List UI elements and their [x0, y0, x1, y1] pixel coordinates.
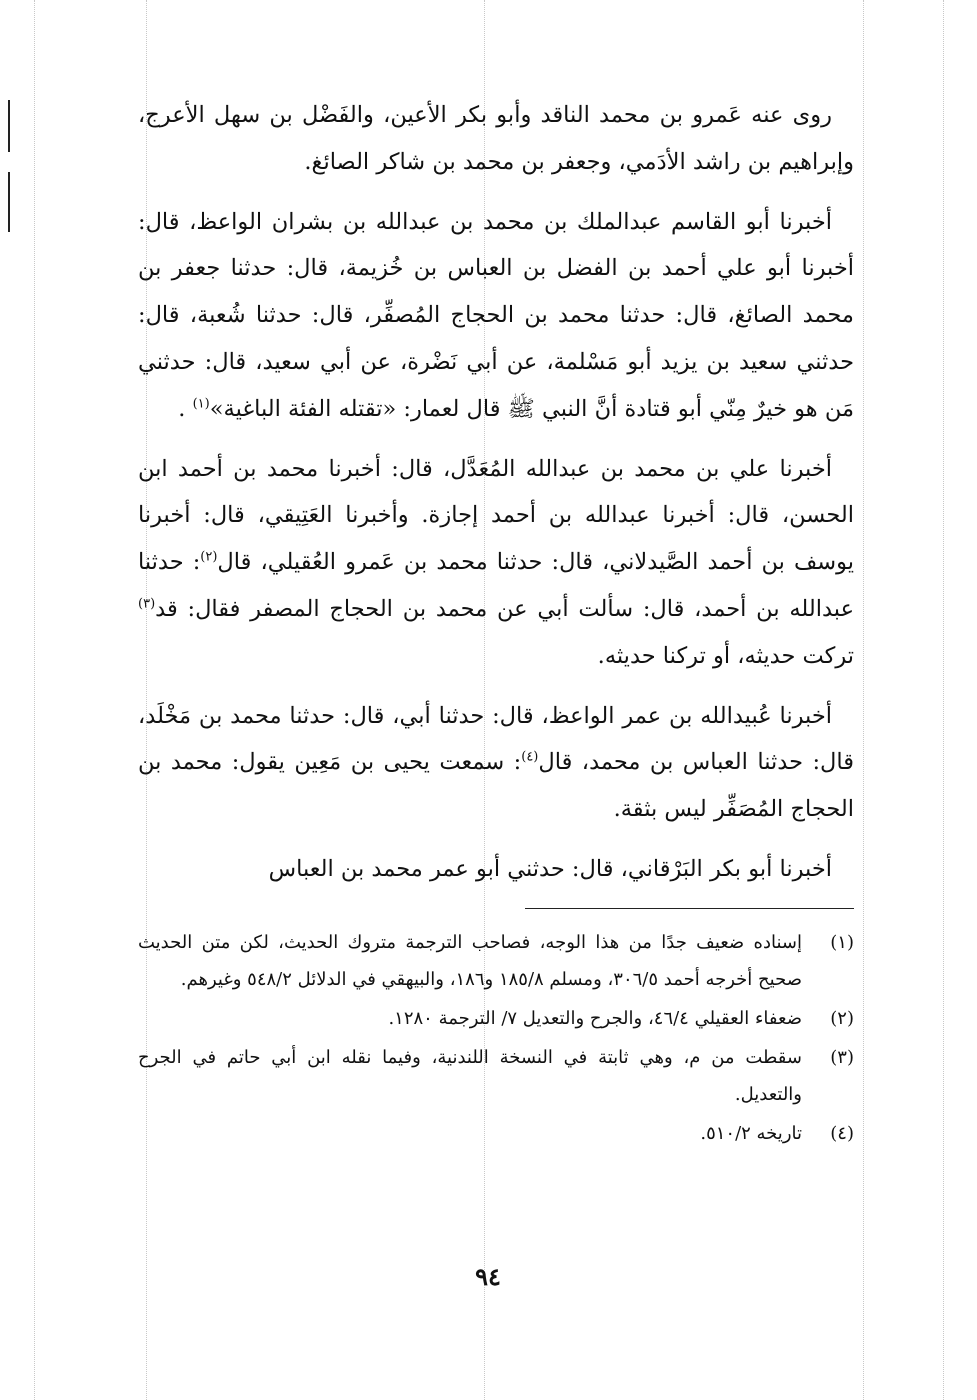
main-text — [138, 92, 854, 906]
page-number: ٩٤ — [475, 1262, 501, 1291]
footnote-3-text: سقطت من م، وهي ثابتة في النسخة اللندنية، وفيما نقله ابن أبي حاتم في الجرح والتعديل. — [138, 1047, 802, 1105]
footnote-1-number: (١) — [830, 932, 854, 953]
footnote-2-number: (٢) — [830, 1008, 854, 1029]
paragraph-5: أخبرنا أبو بكر البَرْقاني، قال: حدثني أبو عمر محمد بن العباس — [268, 855, 832, 882]
paragraph-1: روى عنه عَمرو بن محمد الناقد وأبو بكر الأعين، والفَضْل بن سهل الأعرج، وإبراهيم بن راشد الأدَمي، وجعفر بن محمد بن شاكر الصائغ. — [138, 102, 854, 175]
paragraph-4-part-2: : سمعت يحيى بن مَعِين يقول: محمد بن الحجاج المُصَفِّر ليس بثقة. — [138, 749, 854, 823]
paragraph-4 — [138, 693, 854, 833]
footnote-1-text: إسناده ضعيف جدًا من هذا الوجه، فصاحب الترجمة متروك الحديث، لكن متن الحديث صحيح أخرجه أحمد ٣٠٦/٥، ومسلم ١٨٥/٨ و١٨٦، والبيهقي في الدلائل ٥٤٨/٢ وغيرهم. — [138, 932, 802, 990]
paragraph-3 — [138, 446, 854, 680]
paragraph-4-part-1: أخبرنا عُبيدالله بن عمر الواعظ، قال: حدثنا أبي، قال: حدثنا محمد بن مَخْلَد، قال: حدثنا العباس بن محمد، قال — [138, 702, 854, 776]
scan-dotted-line-left-1 — [34, 0, 35, 1400]
footnote-3 — [138, 1039, 854, 1113]
scan-dotted-line-right-1 — [863, 0, 864, 1400]
footnote-2 — [138, 1000, 854, 1037]
footnotes — [138, 924, 854, 1154]
footnote-4 — [138, 1115, 854, 1152]
footnote-ref-3: (٣) — [138, 596, 156, 612]
footnote-3-number: (٣) — [830, 1047, 854, 1068]
footnote-ref-1: (١) — [192, 396, 210, 412]
footnote-ref-2: (٢) — [200, 549, 218, 565]
paragraph-2: أخبرنا أبو القاسم عبدالملك بن محمد بن عبدالله بن بشران الواعظ، قال: أخبرنا أبو علي أحمد بن الفضل بن العباس بن خُزيمة، قال: حدثنا جعفر بن محمد الصائغ، قال: حدثنا محمد بن الحجاج المُصفِّر، قال: حدثنا شُعبة، قال: حدثني سعيد بن يزيد أبو مَسْلمة، عن أبي نَضْرة، عن أبي سعيد، قال: حدثني مَن هو خيرٌ مِنّي أبو قتادة أنَّ النبي ﷺ قال لعمار: «تقتله الفئة الباغية»$^{(١)}$ . — [138, 208, 854, 422]
footnote-4-number: (٤) — [830, 1123, 854, 1144]
footnote-2-text: ضعفاء العقيلي ٤٦/٤، والجرح والتعديل ٧/ الترجمة ١٢٨٠. — [388, 1008, 802, 1029]
paragraph-3-part-1: أخبرنا علي بن محمد بن عبدالله المُعَدَّل، قال: أخبرنا محمد بن أحمد ابن الحسن، قال: أخبرنا عبدالله بن أحمد إجازة. وأخبرنا العَتِيقي، قال: أخبرنا يوسف بن أحمد الصَّيدلاني، قال: حدثنا محمد بن عَمرو العُقيلي، قال — [138, 455, 855, 576]
scan-dotted-line-right-2 — [943, 0, 944, 1400]
footnote-separator — [525, 908, 854, 909]
footnote-4-text: تاريخه ٥١٠/٢. — [700, 1123, 802, 1144]
paragraph-3-part-2: : حدثنا عبدالله بن أحمد، قال: سألت أبي عن محمد بن الحجاج المصفر فقال: قد — [138, 549, 854, 622]
paragraph-3-part-3: تركت حديثه، أو تركنا حديثه. — [597, 642, 854, 669]
paragraph-2-text: أخبرنا أبو القاسم عبدالملك بن محمد بن عبدالله بن بشران الواعظ، قال: أخبرنا أبو علي أحمد بن الفضل بن العباس بن خُزيمة، قال: حدثنا جعفر بن محمد الصائغ، قال: حدثنا محمد بن الحجاج المُصفِّر، قال: حدثنا شُعبة، قال: حدثني سعيد بن يزيد أبو مَسْلمة، عن أبي نَضْرة، عن أبي سعيد، قال: حدثني مَن هو خيرٌ مِنّي أبو قتادة أنَّ النبي ﷺ قال لعمار: «تقتله الفئة الباغية» — [138, 208, 854, 422]
footnote-1 — [138, 924, 854, 998]
footnote-ref-4: (٤) — [521, 749, 539, 765]
margin-mark-bottom — [8, 172, 10, 232]
margin-mark-top — [8, 100, 10, 152]
